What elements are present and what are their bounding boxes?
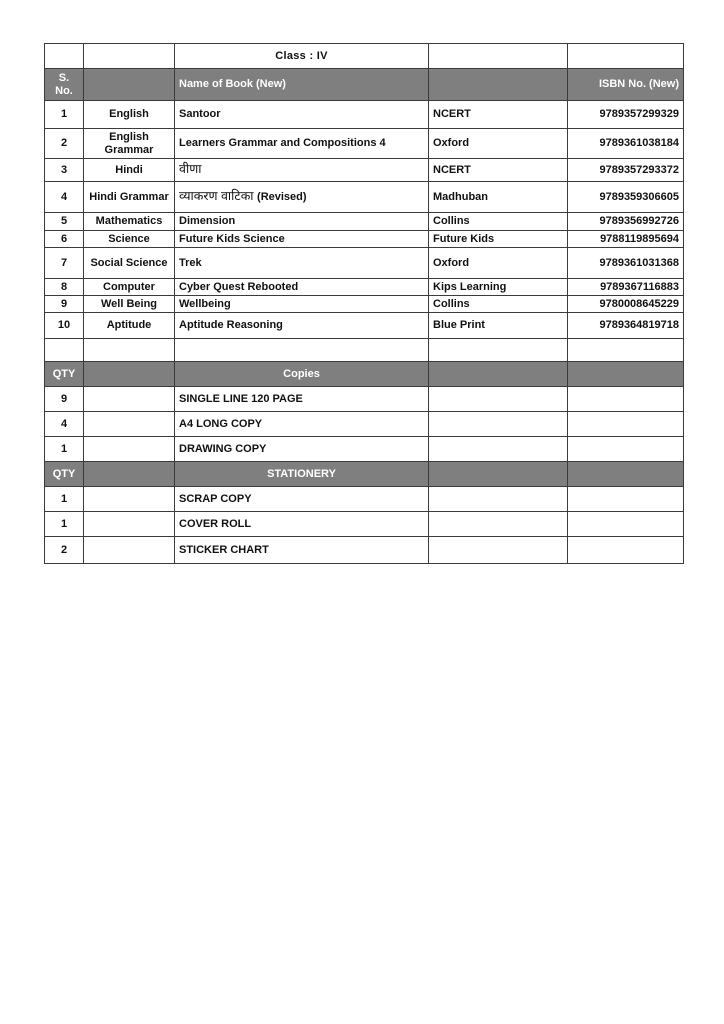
stationery-empty-cell [84, 512, 175, 537]
book-sno-cell: 2 [45, 129, 84, 159]
stationery-header-empty-cell [84, 462, 175, 487]
blank-cell [429, 339, 568, 362]
book-name-cell: Aptitude Reasoning [175, 313, 429, 339]
stationery-empty-cell [429, 487, 568, 512]
copies-qty-cell: 1 [45, 437, 84, 462]
book-isbn-cell: 9789367116883 [568, 279, 684, 296]
book-row [45, 182, 684, 213]
book-row [45, 231, 684, 248]
copies-row [45, 412, 684, 437]
header-sno-cell: S. No. [45, 69, 84, 101]
header-publisher-cell [429, 69, 568, 101]
book-sno-cell: 10 [45, 313, 84, 339]
book-publisher-cell: Oxford [429, 129, 568, 159]
stationery-empty-cell [568, 487, 684, 512]
book-isbn-cell: 9789361031368 [568, 248, 684, 279]
blank-cell [175, 339, 429, 362]
book-name-cell: Learners Grammar and Compositions 4 [175, 129, 429, 159]
booklist-table [44, 43, 684, 564]
blank-cell [45, 339, 84, 362]
stationery-empty-cell [568, 537, 684, 564]
book-publisher-cell: Collins [429, 296, 568, 313]
copies-empty-cell [429, 412, 568, 437]
book-isbn-cell: 9789361038184 [568, 129, 684, 159]
title-row [45, 44, 684, 69]
copies-item-cell: DRAWING COPY [175, 437, 429, 462]
copies-header-empty-cell [429, 362, 568, 387]
stationery-empty-cell [84, 487, 175, 512]
stationery-item-cell: COVER ROLL [175, 512, 429, 537]
stationery-header-empty-cell [568, 462, 684, 487]
stationery-header-row [45, 462, 684, 487]
book-subject-cell: English [84, 101, 175, 129]
book-isbn-cell: 9789357293372 [568, 159, 684, 182]
title-empty-cell [568, 44, 684, 69]
copies-empty-cell [429, 387, 568, 412]
copies-item-cell: A4 LONG COPY [175, 412, 429, 437]
book-publisher-cell: Madhuban [429, 182, 568, 213]
title-empty-cell [84, 44, 175, 69]
copies-qty-cell: 4 [45, 412, 84, 437]
book-subject-cell: Mathematics [84, 213, 175, 231]
blank-cell [568, 339, 684, 362]
stationery-row [45, 487, 684, 512]
book-row [45, 279, 684, 296]
book-row [45, 129, 684, 159]
book-publisher-cell: Kips Learning [429, 279, 568, 296]
book-row [45, 159, 684, 182]
book-isbn-cell: 9789357299329 [568, 101, 684, 129]
book-sno-cell: 5 [45, 213, 84, 231]
book-subject-cell: Social Science [84, 248, 175, 279]
copies-empty-cell [568, 412, 684, 437]
header-isbn-cell: ISBN No. (New) [568, 69, 684, 101]
stationery-qty-cell: 1 [45, 512, 84, 537]
book-subject-cell: Computer [84, 279, 175, 296]
book-isbn-cell: 9789364819718 [568, 313, 684, 339]
title-empty-cell [45, 44, 84, 69]
copies-qty-label-cell: QTY [45, 362, 84, 387]
stationery-qty-cell: 2 [45, 537, 84, 564]
book-subject-cell: English Grammar [84, 129, 175, 159]
devanagari-text: वीणा [179, 162, 202, 176]
book-sno-cell: 6 [45, 231, 84, 248]
stationery-header-empty-cell [429, 462, 568, 487]
book-publisher-cell: Blue Print [429, 313, 568, 339]
copies-item-cell: SINGLE LINE 120 PAGE [175, 387, 429, 412]
book-name-cell: Trek [175, 248, 429, 279]
title-empty-cell [429, 44, 568, 69]
book-name-cell: Dimension [175, 213, 429, 231]
book-publisher-cell: NCERT [429, 101, 568, 129]
book-isbn-cell: 9789356992726 [568, 213, 684, 231]
copies-empty-cell [429, 437, 568, 462]
stationery-qty-label-cell: QTY [45, 462, 84, 487]
copies-header-empty-cell [568, 362, 684, 387]
book-name-cell [175, 159, 429, 182]
book-row [45, 313, 684, 339]
book-isbn-cell: 9780008645229 [568, 296, 684, 313]
stationery-empty-cell [84, 537, 175, 564]
stationery-row [45, 512, 684, 537]
copies-section-title: Copies [175, 362, 429, 387]
class-title: Class : IV [175, 44, 429, 69]
stationery-empty-cell [429, 537, 568, 564]
book-subject-cell: Hindi [84, 159, 175, 182]
stationery-empty-cell [429, 512, 568, 537]
book-publisher-cell: Future Kids [429, 231, 568, 248]
book-sno-cell: 4 [45, 182, 84, 213]
book-publisher-cell: NCERT [429, 159, 568, 182]
book-isbn-cell: 9789359306605 [568, 182, 684, 213]
stationery-row [45, 537, 684, 564]
book-sno-cell: 8 [45, 279, 84, 296]
copies-empty-cell [568, 387, 684, 412]
blank-cell [84, 339, 175, 362]
book-subject-cell: Well Being [84, 296, 175, 313]
column-header-row [45, 69, 684, 101]
stationery-empty-cell [568, 512, 684, 537]
copies-empty-cell [568, 437, 684, 462]
blank-row [45, 339, 684, 362]
copies-header-empty-cell [84, 362, 175, 387]
book-sno-cell: 1 [45, 101, 84, 129]
stationery-qty-cell: 1 [45, 487, 84, 512]
stationery-section-title: STATIONERY [175, 462, 429, 487]
copies-empty-cell [84, 387, 175, 412]
book-name-cell: Santoor [175, 101, 429, 129]
book-name-cell: Cyber Quest Rebooted [175, 279, 429, 296]
copies-qty-cell: 9 [45, 387, 84, 412]
book-row [45, 213, 684, 231]
header-book-cell: Name of Book (New) [175, 69, 429, 101]
booklist-body [45, 44, 684, 564]
book-list-page [44, 43, 684, 564]
book-subject-cell: Aptitude [84, 313, 175, 339]
copies-row [45, 437, 684, 462]
copies-row [45, 387, 684, 412]
book-isbn-cell: 9788119895694 [568, 231, 684, 248]
header-subject-cell [84, 69, 175, 101]
book-row [45, 296, 684, 313]
book-subject-cell: Hindi Grammar [84, 182, 175, 213]
book-sno-cell: 7 [45, 248, 84, 279]
book-name-cell: Wellbeing [175, 296, 429, 313]
book-sno-cell: 3 [45, 159, 84, 182]
book-publisher-cell: Oxford [429, 248, 568, 279]
book-publisher-cell: Collins [429, 213, 568, 231]
book-sno-cell: 9 [45, 296, 84, 313]
copies-empty-cell [84, 437, 175, 462]
copies-empty-cell [84, 412, 175, 437]
devanagari-text: व्याकरण वाटिका [179, 189, 258, 203]
book-name-cell: व्याकरण वाटिका (Revised) [175, 182, 429, 213]
stationery-item-cell: STICKER CHART [175, 537, 429, 564]
book-subject-cell: Science [84, 231, 175, 248]
copies-header-row [45, 362, 684, 387]
book-row [45, 248, 684, 279]
stationery-item-cell: SCRAP COPY [175, 487, 429, 512]
book-row [45, 101, 684, 129]
book-name-cell: Future Kids Science [175, 231, 429, 248]
